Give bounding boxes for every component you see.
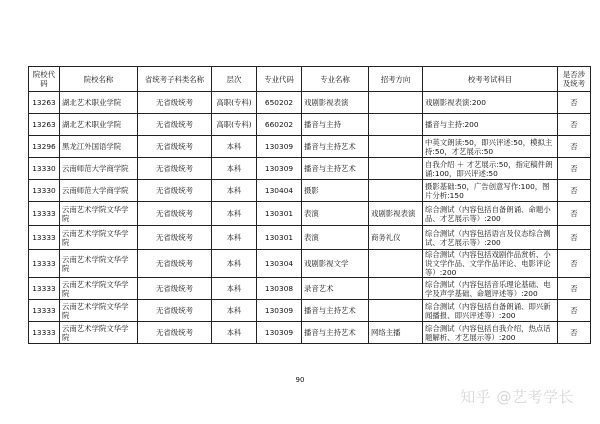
table-row xyxy=(29,322,591,344)
cell-school-code: 13333 xyxy=(29,322,60,344)
cell-major-code: 130304 xyxy=(257,250,302,278)
cell-major-name: 录音艺术 xyxy=(302,278,369,300)
cell-major-name: 戏剧影视文学 xyxy=(302,250,369,278)
cell-major-name: 播音与主持艺术 xyxy=(302,300,369,322)
cell-direction: 商务礼仪 xyxy=(369,226,423,250)
cell-direction xyxy=(369,300,423,322)
cell-unified-exam: 否 xyxy=(558,250,591,278)
table-row xyxy=(29,114,591,136)
cell-major-code: 130309 xyxy=(257,322,302,344)
cell-major-name: 播音与主持艺术 xyxy=(302,158,369,180)
cell-level: 本科 xyxy=(212,250,257,278)
table-row xyxy=(29,226,591,250)
cell-major-code: 130308 xyxy=(257,278,302,300)
cell-unified-exam: 否 xyxy=(558,300,591,322)
cell-school-name: 湖北艺术职业学院 xyxy=(60,114,138,136)
cell-exam-subjects: 综合测试（内容包括戏剧作品赏析、小说文学作品、文学作品评论、电影评论等）:200 xyxy=(423,250,558,278)
cell-level: 本科 xyxy=(212,300,257,322)
cell-exam-category: 无省级统考 xyxy=(138,300,212,322)
cell-exam-subjects: 综合测试（内容包括语言及仪态综合测试、才艺展示等）:200 xyxy=(423,226,558,250)
cell-exam-subjects: 综合测试（内容包括自备朗诵、命题小品、才艺展示等）:200 xyxy=(423,202,558,226)
header-unified-exam: 是否涉及统考 xyxy=(558,67,591,92)
cell-exam-category: 无省级统考 xyxy=(138,114,212,136)
cell-exam-category: 无省级统考 xyxy=(138,180,212,202)
cell-school-name: 云南艺术学院文华学院 xyxy=(60,250,138,278)
cell-school-code: 13333 xyxy=(29,226,60,250)
cell-school-code: 13296 xyxy=(29,136,60,158)
cell-exam-subjects: 摄影基础:50，广告创意写作:100，图片分析:150 xyxy=(423,180,558,202)
table-row xyxy=(29,180,591,202)
cell-major-code: 130301 xyxy=(257,202,302,226)
cell-major-code: 130309 xyxy=(257,158,302,180)
cell-direction xyxy=(369,136,423,158)
cell-level: 本科 xyxy=(212,202,257,226)
cell-level: 本科 xyxy=(212,322,257,344)
cell-major-name: 戏剧影视表演 xyxy=(302,92,369,114)
cell-major-name: 表演 xyxy=(302,202,369,226)
cell-school-code: 13333 xyxy=(29,300,60,322)
cell-school-code: 13330 xyxy=(29,180,60,202)
table-header-row xyxy=(29,67,591,92)
cell-unified-exam: 否 xyxy=(558,322,591,344)
watermark: 知乎 @艺考学长 xyxy=(460,388,574,406)
cell-exam-subjects: 自我介绍 ＋ 才艺展示:50，指定稿件朗诵:100，即兴评述:50 xyxy=(423,158,558,180)
cell-unified-exam: 否 xyxy=(558,136,591,158)
cell-exam-category: 无省级统考 xyxy=(138,322,212,344)
cell-direction xyxy=(369,250,423,278)
cell-direction xyxy=(369,92,423,114)
cell-level: 本科 xyxy=(212,180,257,202)
cell-direction xyxy=(369,114,423,136)
cell-direction xyxy=(369,180,423,202)
cell-school-name: 云南艺术学院文华学院 xyxy=(60,278,138,300)
cell-direction: 网络主播 xyxy=(369,322,423,344)
cell-exam-subjects: 播音与主持:200 xyxy=(423,114,558,136)
cell-school-code: 13330 xyxy=(29,158,60,180)
table-row xyxy=(29,158,591,180)
table-row xyxy=(29,136,591,158)
cell-exam-category: 无省级统考 xyxy=(138,158,212,180)
header-level: 层次 xyxy=(212,67,257,92)
cell-direction xyxy=(369,278,423,300)
cell-level: 本科 xyxy=(212,158,257,180)
cell-school-code: 13333 xyxy=(29,278,60,300)
header-exam-category: 省统考子科类名称 xyxy=(138,67,212,92)
cell-exam-subjects: 中英文朗读:50，即兴评述:50，模拟主持:50，才艺展示:50 xyxy=(423,136,558,158)
table-row xyxy=(29,92,591,114)
cell-major-code: 130309 xyxy=(257,300,302,322)
cell-school-name: 黑龙江外国语学院 xyxy=(60,136,138,158)
cell-school-name: 云南师范大学商学院 xyxy=(60,158,138,180)
cell-direction xyxy=(369,158,423,180)
cell-unified-exam: 否 xyxy=(558,92,591,114)
cell-exam-subjects: 综合测试（内容包括音乐理论基础、电学及声学基础、命题评述等）:200 xyxy=(423,278,558,300)
cell-school-code: 13333 xyxy=(29,202,60,226)
admission-table xyxy=(28,66,591,344)
cell-school-code: 13263 xyxy=(29,114,60,136)
cell-major-name: 摄影 xyxy=(302,180,369,202)
header-school-name: 院校名称 xyxy=(60,67,138,92)
cell-unified-exam: 否 xyxy=(558,158,591,180)
page-number: 90 xyxy=(295,376,305,384)
cell-major-name: 表演 xyxy=(302,226,369,250)
cell-major-code: 130404 xyxy=(257,180,302,202)
cell-major-name: 播音与主持艺术 xyxy=(302,322,369,344)
cell-level: 本科 xyxy=(212,136,257,158)
cell-unified-exam: 否 xyxy=(558,202,591,226)
table-row xyxy=(29,250,591,278)
cell-major-code: 650202 xyxy=(257,92,302,114)
cell-unified-exam: 否 xyxy=(558,180,591,202)
cell-exam-category: 无省级统考 xyxy=(138,92,212,114)
cell-school-name: 云南艺术学院文华学院 xyxy=(60,300,138,322)
header-exam-subjects: 校考考试科目 xyxy=(423,67,558,92)
cell-major-code: 660202 xyxy=(257,114,302,136)
cell-exam-subjects: 综合测试（内容包括自备朗诵、即兴新闻播报、即兴评述等）:200 xyxy=(423,300,558,322)
header-school-code: 院校代码 xyxy=(29,67,60,92)
cell-exam-category: 无省级统考 xyxy=(138,278,212,300)
cell-exam-subjects: 综合测试（内容包括自我介绍，热点话题解析、才艺展示等）:200 xyxy=(423,322,558,344)
cell-school-name: 云南艺术学院文华学院 xyxy=(60,226,138,250)
cell-school-code: 13333 xyxy=(29,250,60,278)
cell-major-code: 130301 xyxy=(257,226,302,250)
header-major-name: 专业名称 xyxy=(302,67,369,92)
cell-exam-subjects: 戏剧影视表演:200 xyxy=(423,92,558,114)
cell-exam-category: 无省级统考 xyxy=(138,136,212,158)
cell-unified-exam: 否 xyxy=(558,278,591,300)
cell-exam-category: 无省级统考 xyxy=(138,226,212,250)
cell-level: 本科 xyxy=(212,278,257,300)
cell-exam-category: 无省级统考 xyxy=(138,250,212,278)
cell-school-code: 13263 xyxy=(29,92,60,114)
cell-school-name: 云南师范大学商学院 xyxy=(60,180,138,202)
cell-major-name: 播音与主持 xyxy=(302,114,369,136)
cell-major-name: 播音与主持艺术 xyxy=(302,136,369,158)
table-row xyxy=(29,300,591,322)
table-row xyxy=(29,278,591,300)
cell-level: 高职(专科) xyxy=(212,92,257,114)
cell-direction: 戏剧影视表演 xyxy=(369,202,423,226)
cell-school-name: 云南艺术学院文华学院 xyxy=(60,322,138,344)
cell-level: 本科 xyxy=(212,226,257,250)
cell-unified-exam: 否 xyxy=(558,114,591,136)
cell-unified-exam: 否 xyxy=(558,226,591,250)
cell-exam-category: 无省级统考 xyxy=(138,202,212,226)
cell-school-name: 湖北艺术职业学院 xyxy=(60,92,138,114)
cell-school-name: 云南艺术学院文华学院 xyxy=(60,202,138,226)
header-major-code: 专业代码 xyxy=(257,67,302,92)
table-row xyxy=(29,202,591,226)
cell-major-code: 130309 xyxy=(257,136,302,158)
cell-level: 高职(专科) xyxy=(212,114,257,136)
header-direction: 招考方向 xyxy=(369,67,423,92)
